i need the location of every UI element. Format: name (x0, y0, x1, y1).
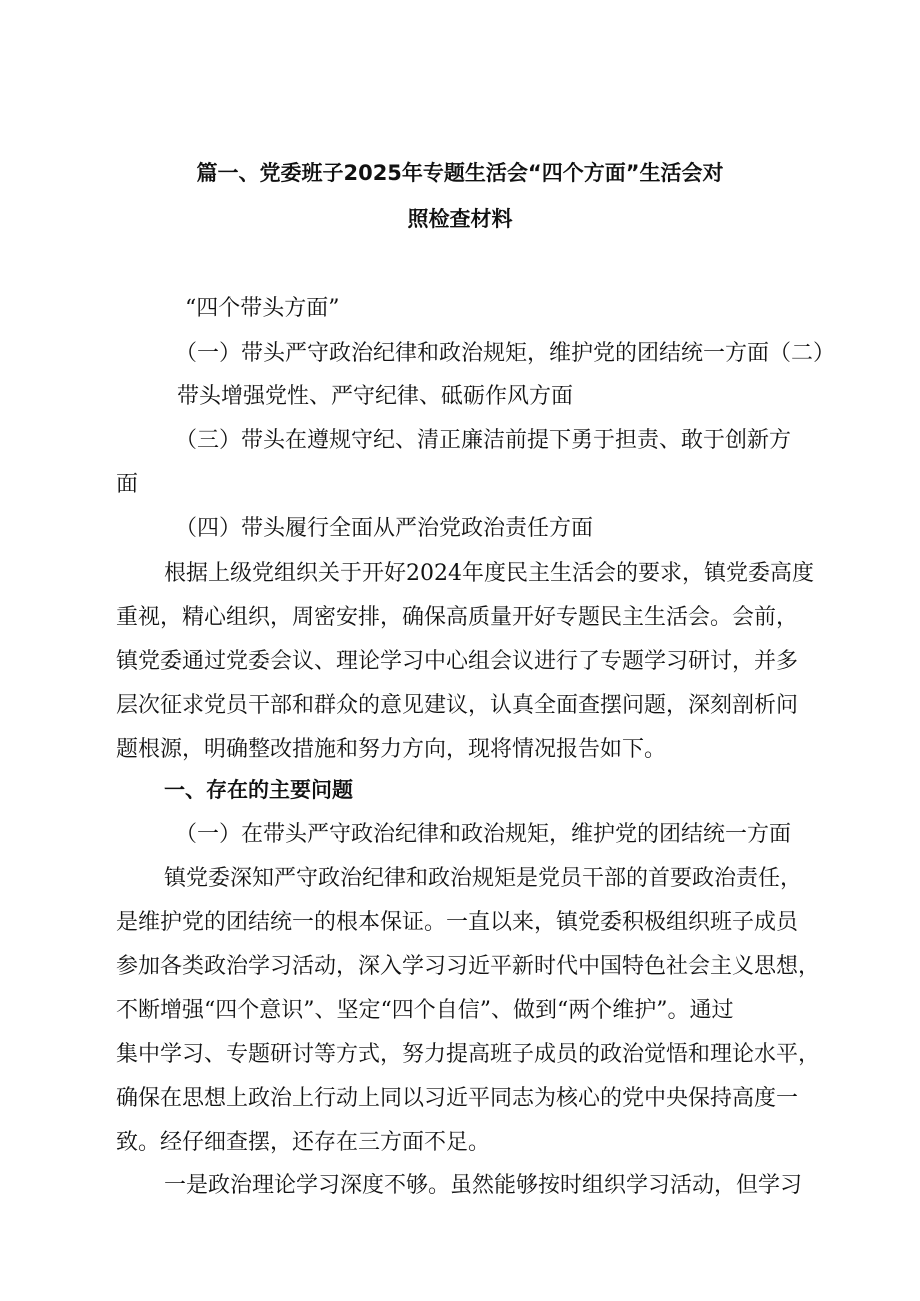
intro-header: “四个带头方面” (185, 296, 340, 321)
para2-line-1: 镇党委深知严守政治纪律和政治规矩是党员干部的首要政治责任， (164, 866, 803, 891)
para1-line-4: 层次征求党员干部和群众的意见建议，认真全面查摆问题，深刻剖析问 (116, 693, 799, 718)
para3-line-1: 一是政治理论学习深度不够。虽然能够按时组织学习活动，但学习 (164, 1173, 803, 1198)
section-1-heading: 一、存在的主要问题 (164, 778, 353, 802)
document-title-line-2: 照检查材料 (407, 207, 513, 231)
intro-item-1: （一）带头严守政治纪律和政治规矩，维护党的团结统一方面（二） (175, 341, 836, 366)
para1-line-1: 根据上级党组织关于开好2024年度民主生活会的要求，镇党委高度 (164, 561, 814, 586)
para2-line-2: 是维护党的团结统一的根本保证。一直以来，镇党委积极组织班子成员 (116, 910, 799, 935)
para2-line-6: 确保在思想上政治上行动上同以习近平同志为核心的党中央保持高度一 (116, 1086, 799, 1111)
document-title-line-1: 篇一、党委班子2025年专题生活会“四个方面”生活会对 (196, 161, 724, 185)
intro-item-2: 带头增强党性、严守纪律、砥砺作风方面 (177, 384, 574, 409)
intro-item-3b: 面 (116, 472, 139, 497)
para2-line-3: 参加各类政治学习活动，深入学习习近平新时代中国特色社会主义思想， (116, 954, 821, 979)
subsection-1-heading: （一）在带头严守政治纪律和政治规矩，维护党的团结统一方面 (175, 822, 792, 847)
para2-line-4: 不断增强“四个意识”、坚定“四个自信”、做到“两个维护”。通过 (116, 998, 734, 1023)
intro-item-4: （四）带头履行全面从严治党政治责任方面 (175, 516, 594, 541)
para2-line-5: 集中学习、专题研讨等方式，努力提高班子成员的政治觉悟和理论水平， (116, 1042, 821, 1067)
para2-line-7: 致。经仔细查摆，还存在三方面不足。 (116, 1130, 491, 1155)
para1-line-2: 重视，精心组织，周密安排，确保高质量开好专题民主生活会。会前， (116, 605, 799, 630)
intro-item-3a: （三）带头在遵规守纪、清正廉洁前提下勇于担责、敢于创新方 (175, 428, 792, 453)
para1-line-3: 镇党委通过党委会议、理论学习中心组会议进行了专题学习研讨，并多 (116, 649, 799, 674)
para1-line-5: 题根源，明确整改措施和努力方向，现将情况报告如下。 (116, 737, 667, 762)
